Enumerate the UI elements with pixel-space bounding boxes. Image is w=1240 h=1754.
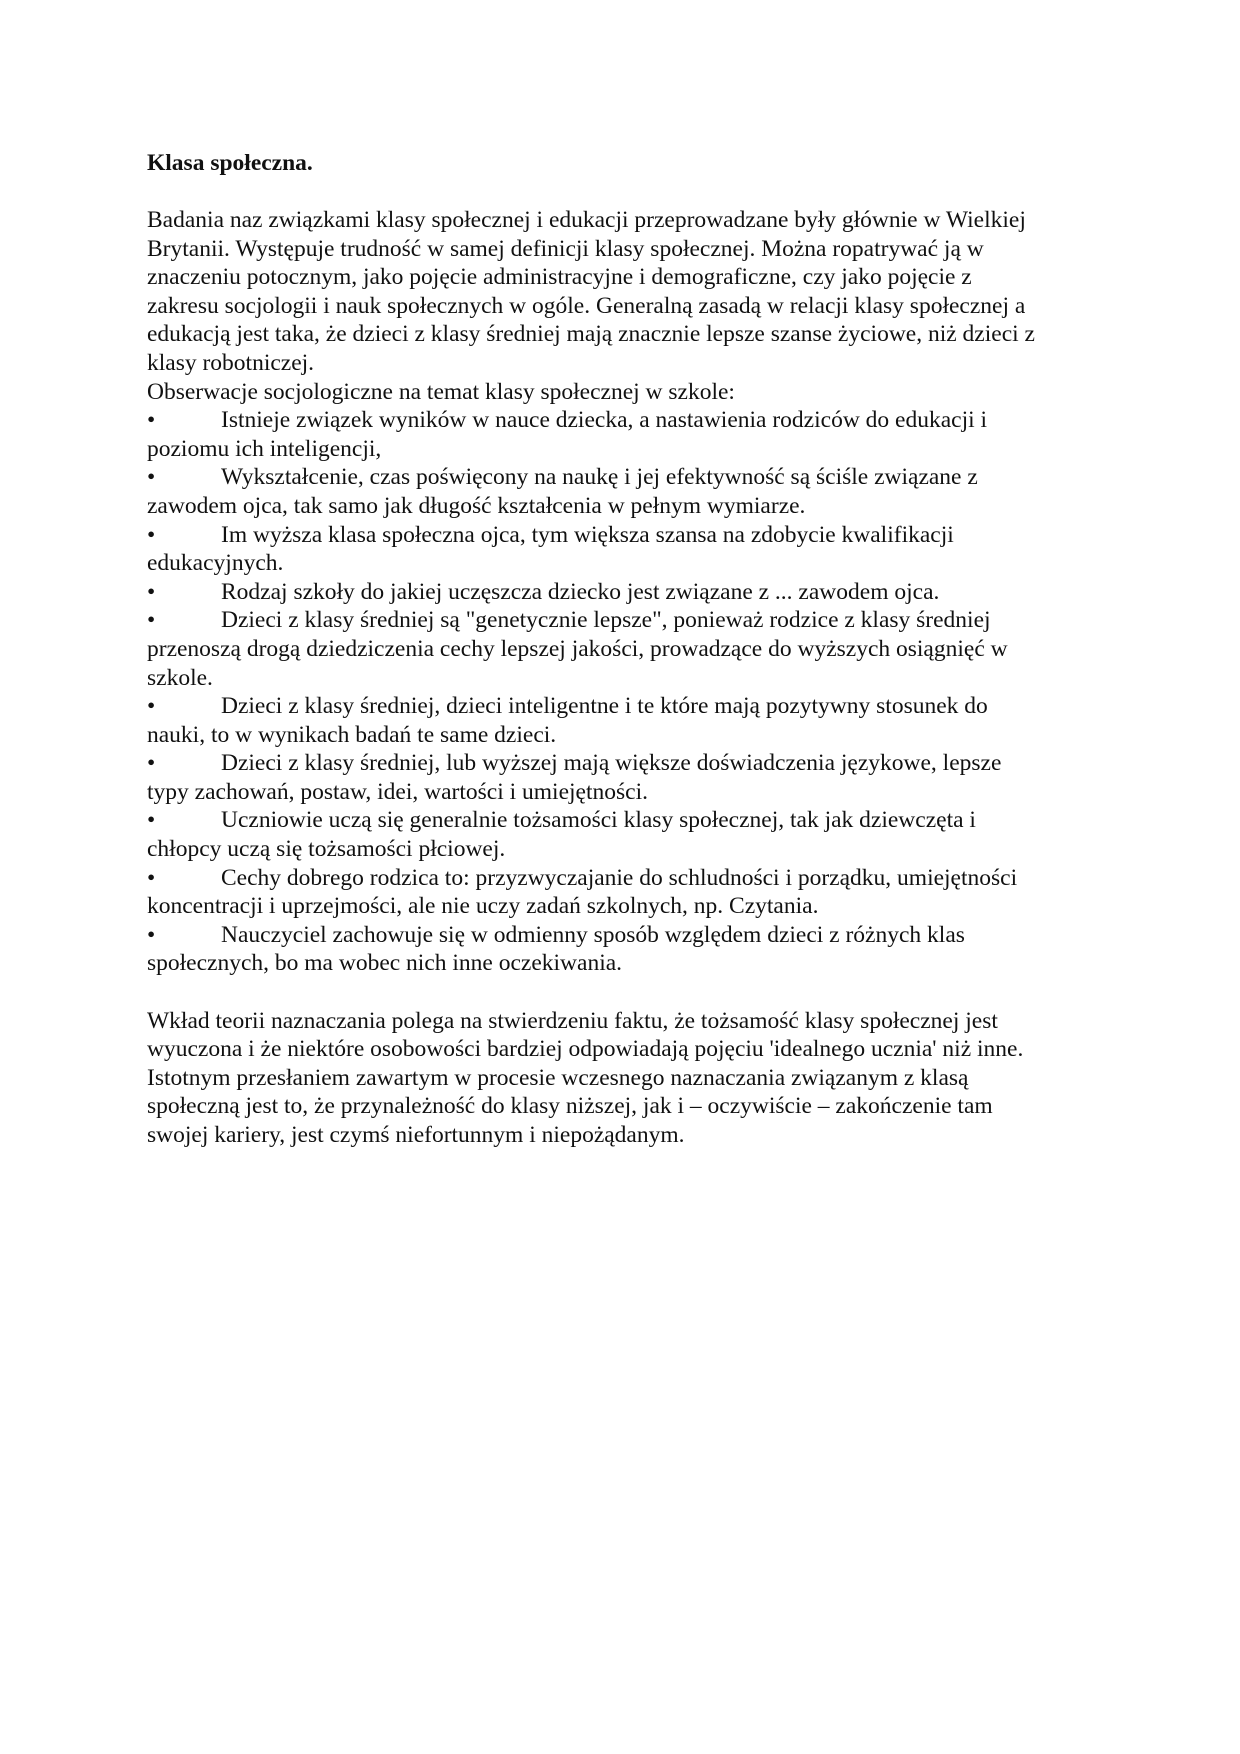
list-item	[147, 406, 1035, 463]
text-line	[147, 778, 1035, 807]
list-item	[147, 921, 1035, 978]
bullet-icon: •	[147, 464, 156, 491]
list-item-text: społecznych, bo ma wobec nich inne oczekiwania.	[147, 950, 623, 977]
list-item-text: Nauczyciel zachowuje się w odmienny sposób względem dzieci z różnych klas	[221, 921, 965, 948]
bullet-icon: •	[147, 407, 156, 434]
list-item	[147, 692, 1035, 749]
text-line	[147, 635, 1035, 664]
text-line: Wkład teorii naznaczania polega na stwierdzeniu faktu, że tożsamość klasy społecznej jest	[147, 1007, 998, 1034]
closing-paragraph	[147, 1007, 1035, 1150]
list-item-text: Cechy dobrego rodzica to: przyzwyczajanie do schludności i porządku, umiejętności	[221, 864, 1018, 891]
text-line	[147, 606, 1035, 635]
text-line: klasy robotniczej.	[147, 349, 315, 376]
text-line	[147, 921, 1035, 950]
bullet-icon: •	[147, 521, 156, 548]
text-line: wyuczona i że niektóre osobowości bardziej odpowiadają pojęciu 'idealnego ucznia' niż inne.	[147, 1036, 1024, 1063]
list-item-text: Dzieci z klasy średniej są "genetycznie lepsze", ponieważ rodzice z klasy średniej	[221, 607, 991, 634]
text-line	[147, 406, 1035, 435]
text-line	[147, 578, 1035, 607]
text-line	[147, 435, 1035, 464]
list-item-text: szkole.	[147, 664, 213, 691]
text-line: swojej kariery, jest czymś niefortunnym i niepożądanym.	[147, 1122, 685, 1148]
list-item-text: edukacyjnych.	[147, 550, 284, 577]
text-line	[147, 463, 1035, 492]
list-item-text: Im wyższa klasa społeczna ojca, tym większa szansa na zdobycie kwalifikacji	[221, 521, 954, 548]
paragraph-gap	[147, 978, 1035, 1007]
list-item-text: chłopcy uczą się tożsamości płciowej.	[147, 836, 506, 863]
text-line: edukacją jest taka, że dzieci z klasy średniej mają znacznie lepsze szanse życiowe, niż dzieci z	[147, 321, 1035, 348]
list-item-text: Dzieci z klasy średniej, lub wyższej mają większe doświadczenia językowe, lepsze	[221, 750, 1002, 777]
list-item-text: typy zachowań, postaw, idei, wartości i umiejętności.	[147, 778, 648, 805]
list-item	[147, 864, 1035, 921]
text-line	[147, 692, 1035, 721]
observation-list	[147, 406, 1035, 978]
list-item	[147, 578, 1035, 607]
text-line: Brytanii. Występuje trudność w samej definicji klasy społecznej. Można ropatrywać ją w	[147, 235, 984, 262]
list-item-text: Dzieci z klasy średniej, dzieci inteligentne i te które mają pozytywny stosunek do	[221, 693, 988, 720]
list-item	[147, 463, 1035, 520]
text-line	[147, 521, 1035, 550]
text-line: Istotnym przesłaniem zawartym w procesie wczesnego naznaczania związanym z klasą	[147, 1064, 969, 1091]
list-item-text: przenoszą drogą dziedziczenia cechy lepszej jakości, prowadzące do wyższych osiągnięć w	[147, 635, 1008, 662]
text-line	[147, 864, 1035, 893]
text-line	[147, 549, 1035, 578]
list-item	[147, 606, 1035, 692]
bullet-icon: •	[147, 921, 156, 948]
bullet-icon: •	[147, 750, 156, 777]
text-line	[147, 835, 1035, 864]
list-item	[147, 806, 1035, 863]
list-item	[147, 521, 1035, 578]
document-title: Klasa społeczna.	[147, 150, 313, 176]
bullet-icon: •	[147, 693, 156, 720]
list-item-text: Istnieje związek wyników w nauce dziecka, a nastawienia rodziców do edukacji i	[221, 407, 988, 434]
document-body	[147, 206, 1035, 1150]
text-line	[147, 806, 1035, 835]
list-item	[147, 749, 1035, 806]
text-line: Badania naz związkami klasy społecznej i edukacji przeprowadzane były głównie w Wielkiej	[147, 207, 1026, 233]
bullet-icon: •	[147, 807, 156, 834]
intro-paragraph	[147, 206, 1035, 378]
bullet-icon: •	[147, 607, 156, 634]
text-line	[147, 749, 1035, 778]
list-item-text: poziomu ich inteligencji,	[147, 435, 382, 462]
text-line	[147, 492, 1035, 521]
text-line	[147, 721, 1035, 750]
list-item-text: koncentracji i uprzejmości, ale nie uczy zadań szkolnych, np. Czytania.	[147, 893, 819, 920]
list-item-text: Rodzaj szkoły do jakiej uczęszcza dziecko jest związane z ... zawodem ojca.	[221, 578, 940, 605]
text-line: znaczeniu potocznym, jako pojęcie administracyjne i demograficzne, czy jako pojęcie z	[147, 264, 972, 291]
bullet-icon: •	[147, 864, 156, 891]
text-line: społeczną jest to, że przynależność do klasy niższej, jak i – oczywiście – zakończenie tam	[147, 1093, 993, 1120]
bullet-icon: •	[147, 578, 156, 605]
text-line	[147, 892, 1035, 921]
list-item-text: zawodem ojca, tak samo jak długość kształcenia w pełnym wymiarze.	[147, 492, 806, 519]
list-heading: Obserwacje socjologiczne na temat klasy społecznej w szkole:	[147, 378, 735, 405]
list-item-text: nauki, to w wynikach badań te same dzieci.	[147, 721, 557, 748]
list-item-text: Wykształcenie, czas poświęcony na naukę i jej efektywność są ściśle związane z	[221, 464, 978, 491]
text-line	[147, 949, 1035, 978]
list-item-text: Uczniowie uczą się generalnie tożsamości klasy społecznej, tak jak dziewczęta i	[221, 807, 976, 834]
text-line: zakresu socjologii i nauk społecznych w ogóle. Generalną zasadą w relacji klasy społecznej a	[147, 292, 1026, 319]
text-line	[147, 664, 1035, 693]
